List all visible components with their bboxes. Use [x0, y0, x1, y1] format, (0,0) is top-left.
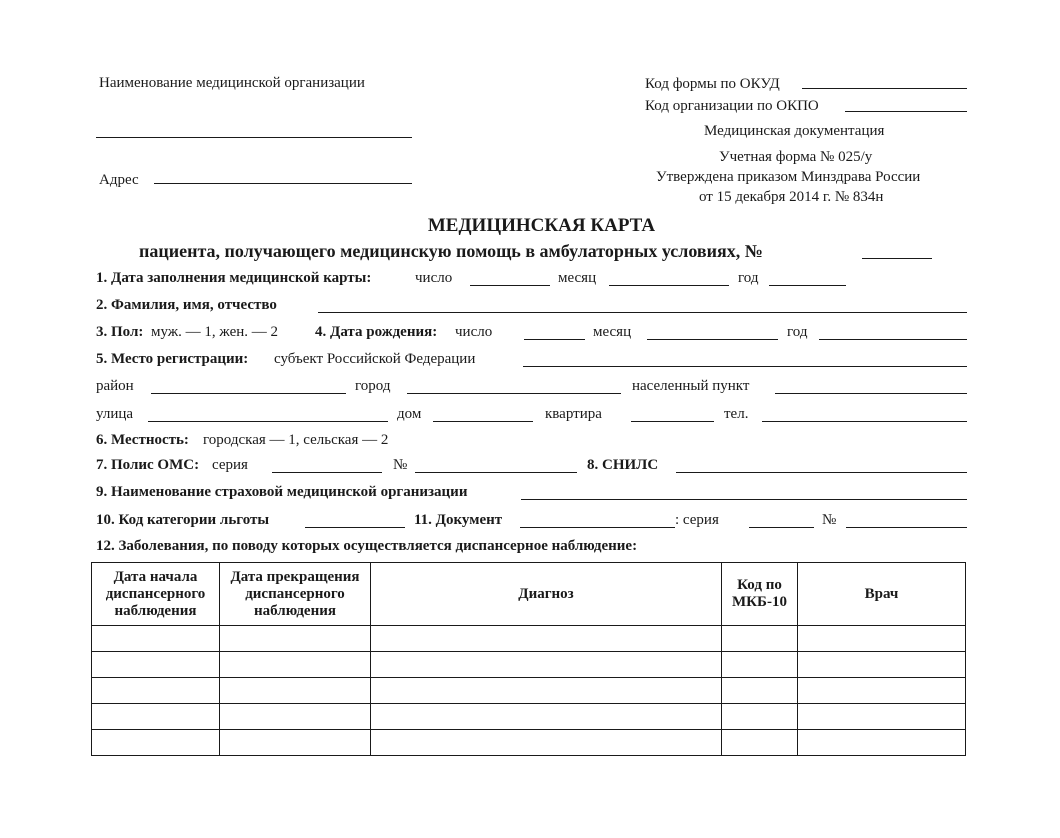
benefit-code-field[interactable] [305, 527, 405, 528]
table-cell[interactable] [220, 652, 371, 678]
policy-series-field[interactable] [272, 472, 382, 473]
table-cell[interactable] [371, 626, 722, 652]
med-doc-label: Медицинская документация [704, 123, 885, 139]
table-cell[interactable] [92, 652, 220, 678]
birth-month-field[interactable] [647, 339, 778, 340]
table-cell[interactable] [722, 652, 798, 678]
col-start-date: Дата начала диспансерного наблюдения [92, 563, 220, 626]
document-label: 11. Документ [414, 512, 503, 528]
fill-day-field[interactable] [470, 285, 550, 286]
document-series-field[interactable] [749, 527, 814, 528]
fill-year-label: год [738, 270, 759, 286]
fill-year-field[interactable] [769, 285, 846, 286]
table-cell[interactable] [220, 730, 371, 756]
locality-label: 6. Местность: [96, 432, 189, 448]
table-cell[interactable] [220, 678, 371, 704]
policy-number-label: № [393, 457, 408, 473]
document-field[interactable] [520, 527, 675, 528]
city-field[interactable] [407, 393, 621, 394]
snils-field[interactable] [676, 472, 967, 473]
table-cell[interactable] [371, 730, 722, 756]
birthdate-label: 4. Дата рождения: [315, 324, 438, 340]
table-cell[interactable] [92, 626, 220, 652]
house-field[interactable] [433, 421, 533, 422]
registration-label: 5. Место регистрации: [96, 351, 249, 367]
table-row [92, 652, 966, 678]
benefit-code-label: 10. Код категории льготы [96, 512, 270, 528]
birth-year-field[interactable] [819, 339, 967, 340]
col-doctor: Врач [798, 563, 966, 626]
table-cell[interactable] [92, 704, 220, 730]
table-row [92, 678, 966, 704]
sex-options: муж. — 1, жен. — 2 [151, 324, 279, 340]
document-title: МЕДИЦИНСКАЯ КАРТА [427, 215, 656, 236]
form-number: Учетная форма № 025/у [719, 149, 873, 165]
okpo-label: Код организации по ОКПО [645, 98, 819, 114]
table-cell[interactable] [220, 704, 371, 730]
table-cell[interactable] [798, 704, 966, 730]
table-cell[interactable] [722, 704, 798, 730]
phone-label: тел. [724, 406, 749, 422]
phone-field[interactable] [762, 421, 967, 422]
birth-year-label: год [787, 324, 808, 340]
table-cell[interactable] [92, 678, 220, 704]
table-cell[interactable] [371, 678, 722, 704]
full-name-label: 2. Фамилия, имя, отчество [96, 297, 277, 313]
col-end-date: Дата прекращения диспансерного наблюдения [220, 563, 371, 626]
table-cell[interactable] [722, 678, 798, 704]
full-name-field[interactable] [318, 312, 967, 313]
org-name-label: Наименование медицинской организации [99, 75, 365, 91]
table-row [92, 730, 966, 756]
document-series-label: : серия [675, 512, 719, 528]
org-name-field[interactable] [96, 137, 412, 138]
birth-month-label: месяц [593, 324, 632, 340]
okud-field[interactable] [802, 88, 967, 89]
table-cell[interactable] [371, 704, 722, 730]
table-row [92, 626, 966, 652]
fill-date-label: 1. Дата заполнения медицинской карты: [96, 270, 372, 286]
house-label: дом [397, 406, 422, 422]
col-diagnosis: Диагноз [371, 563, 722, 626]
table-row [92, 704, 966, 730]
table-header-row [92, 563, 966, 626]
table-cell[interactable] [371, 652, 722, 678]
settlement-field[interactable] [775, 393, 967, 394]
okud-label: Код формы по ОКУД [645, 76, 780, 92]
dispensary-table [91, 562, 966, 756]
subject-label: субъект Российской Федерации [274, 351, 476, 367]
apartment-field[interactable] [631, 421, 714, 422]
district-label: район [96, 378, 134, 394]
order-date: от 15 декабря 2014 г. № 834н [699, 189, 884, 205]
table-cell[interactable] [722, 626, 798, 652]
table-cell[interactable] [798, 730, 966, 756]
sex-label: 3. Пол: [96, 324, 144, 340]
policy-number-field[interactable] [415, 472, 577, 473]
insurer-field[interactable] [521, 499, 967, 500]
address-label: Адрес [99, 172, 139, 188]
birth-day-label: число [455, 324, 493, 340]
okpo-field[interactable] [845, 111, 967, 112]
policy-series-label: серия [212, 457, 248, 473]
fill-month-label: месяц [558, 270, 597, 286]
table-cell[interactable] [92, 730, 220, 756]
table-cell[interactable] [220, 626, 371, 652]
street-label: улица [96, 406, 134, 422]
settlement-label: населенный пункт [632, 378, 750, 394]
approved-by: Утверждена приказом Минздрава России [656, 169, 921, 185]
table-cell[interactable] [798, 626, 966, 652]
address-field[interactable] [154, 183, 412, 184]
diseases-label: 12. Заболевания, по поводу которых осуществляется диспансерное наблюдение: [96, 538, 638, 554]
birth-day-field[interactable] [524, 339, 585, 340]
document-number-label: № [822, 512, 837, 528]
locality-options: городская — 1, сельская — 2 [203, 432, 389, 448]
table-cell[interactable] [722, 730, 798, 756]
document-subtitle: пациента, получающего медицинскую помощь в амбулаторных условиях, № [139, 241, 763, 261]
card-number-field[interactable] [862, 258, 932, 259]
document-number-field[interactable] [846, 527, 967, 528]
street-field[interactable] [148, 421, 388, 422]
city-label: город [355, 378, 391, 394]
table-cell[interactable] [798, 652, 966, 678]
fill-month-field[interactable] [609, 285, 729, 286]
oms-policy-label: 7. Полис ОМС: [96, 457, 200, 473]
subject-field[interactable] [523, 366, 967, 367]
apartment-label: квартира [545, 406, 602, 422]
insurer-label: 9. Наименование страховой медицинской организации [96, 484, 468, 500]
table-cell[interactable] [798, 678, 966, 704]
snils-label: 8. СНИЛС [587, 457, 659, 473]
fill-day-label: число [415, 270, 453, 286]
col-icd10: Код по МКБ-10 [722, 563, 798, 626]
district-field[interactable] [151, 393, 346, 394]
